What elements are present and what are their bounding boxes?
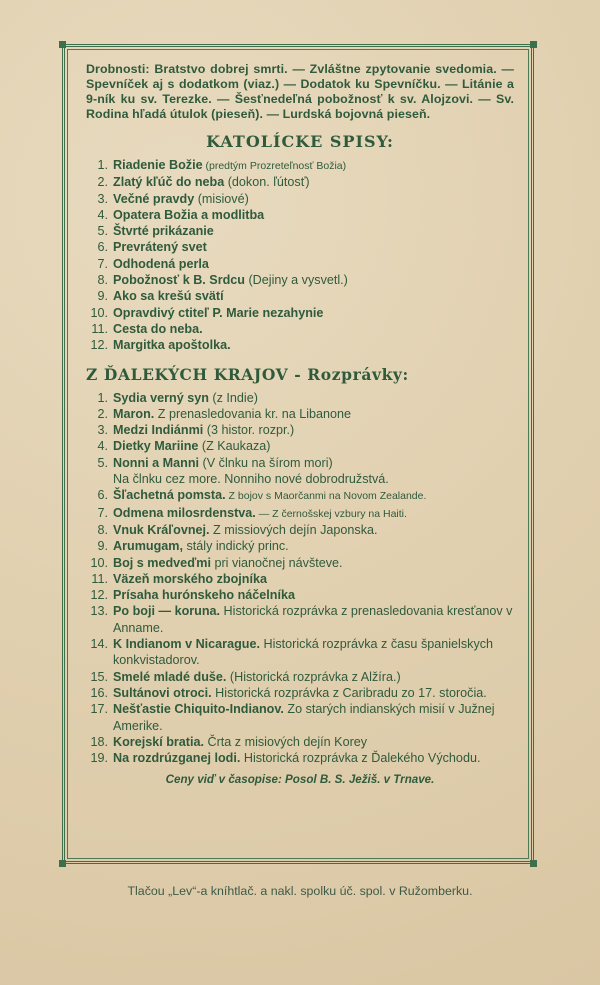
list-item: 14. K Indianom v Nicarague. Historická rozprávka z času španielskych konkvistadorov. — [90, 637, 494, 668]
list-item: 9. Arumugam, stály indický princ. — [97, 539, 289, 554]
list-item: 2. Zlatý kľúč do neba (dokon. ľútosť) — [97, 175, 310, 190]
list-item: 13. Po boji — koruna. Historická rozprávka z prenasledovania kresťanov v Annamе. — [90, 604, 513, 635]
list-item: 1. Riadenie Božie (predtým Prozreteľnosť Božia) — [97, 158, 347, 172]
list-item: 12. Prísaha hurónskeho náčelníka — [90, 588, 295, 603]
list-item: 6. Prevrátený svet — [97, 240, 207, 255]
list-item-continuation: Na člnku cez more. Nonniho nové dobrodružstvá. — [113, 472, 389, 487]
border-corner-ornament — [59, 41, 66, 48]
section-title-katolicke-spisy: KATOLÍCKE SPISY: — [206, 132, 394, 151]
list-item: 3. Medzi Indiánmi (3 histor. rozpr.) — [97, 423, 295, 438]
list-item: 11. Väzeň morského zbojníka — [91, 571, 267, 586]
list-item: 6. Šľachetná pomsta. Z bojov s Maorčanmi na Novom Zealande. — [97, 488, 427, 503]
list-item: 19. Na rozdrúzganej lodi. Historická rozprávka z Ďalekého Východu. — [90, 751, 481, 766]
catalog-content — [86, 62, 514, 786]
list-item: 12. Margitka apoštolka. — [90, 338, 231, 353]
list-item: 18. Korejskí bratia. Črta z misiových dejín Korey — [90, 734, 368, 749]
list-item: 15. Smelé mladé duše. (Historická rozprávka z Alžíra.) — [90, 669, 401, 684]
border-corner-ornament — [530, 41, 537, 48]
list-item: 7. Odhodená perla — [97, 256, 209, 271]
intro-paragraph: Drobnosti: Bratstvo dobrej smrti. — Zvláštne zpytovanie svedomia. — Spevníček aj s dodatkom (viaz.) — Dodatok ku Spevníčku. — Litánie a 9-ník ku sv. Terezke. — Šesťnedeľná pobožnosť k sv. Alojzovi. — Sv. Rodina hľadá útulok (pieseň). — Lurdská bojovná pieseň. — [86, 62, 514, 121]
list-item: 10. Opravdivý ctiteľ P. Marie nezahynie — [90, 305, 324, 320]
list-item: 9. Ako sa krešú svätí — [97, 289, 224, 304]
border-corner-ornament — [530, 860, 537, 867]
list-z-dalekych-krajov — [86, 390, 514, 767]
section-title-z-dalekych-krajov: Z ĎALEKÝCH KRAJOV - Rozprávky: — [86, 364, 409, 384]
list-item: 11. Cesta do neba. — [91, 321, 203, 336]
list-item: 1. Sydia verný syn (z Indie) — [97, 390, 258, 405]
list-item: 16. Sultánovi otroci. Historická rozprávka z Caribradu zo 17. storočia. — [90, 685, 487, 700]
list-item: 8. Pobožnosť k B. Srdcu (Dejiny a vysvetl.) — [97, 273, 348, 288]
list-item: 17. Nešťastie Chiquito-Indianov. Zo starých indianských misií v Južnej Amerike. — [90, 702, 495, 733]
list-item: 5. Štvrté prikázanie — [97, 224, 214, 239]
prices-note: Ceny viď v časopise: Posol B. S. Ježiš. v Trnave. — [165, 773, 435, 787]
list-item: 2. Maron. Z prenasledovania kr. na Libanone — [97, 406, 352, 421]
list-item: 3. Večné pravdy (misiové) — [97, 191, 249, 206]
list-item: 7. Odmena milosrdenstva. — Z černošskej vzbury na Haiti. — [97, 505, 407, 520]
list-item: 4. Dietky Mariine (Z Kaukaza) — [97, 439, 271, 454]
list-item: 8. Vnuk Kráľovnej. Z missiových dejín Japonska. — [97, 522, 378, 537]
list-katolicke-spisy — [86, 157, 514, 354]
list-item: 5. Nonni a Manni (V člnku na šírom mori) Na člnku cez more. Nonniho nové dobrodružstvá. — [86, 455, 514, 488]
border-corner-ornament — [59, 860, 66, 867]
list-item: 10. Boj s medveďmi pri vianočnej návšteve. — [90, 555, 343, 570]
list-item: 4. Opatera Božia a modlitba — [97, 207, 265, 222]
printer-imprint: Tlačou „Lev“-a kníhtlač. a nakl. spolku úč. spol. v Ružomberku. — [127, 884, 473, 898]
